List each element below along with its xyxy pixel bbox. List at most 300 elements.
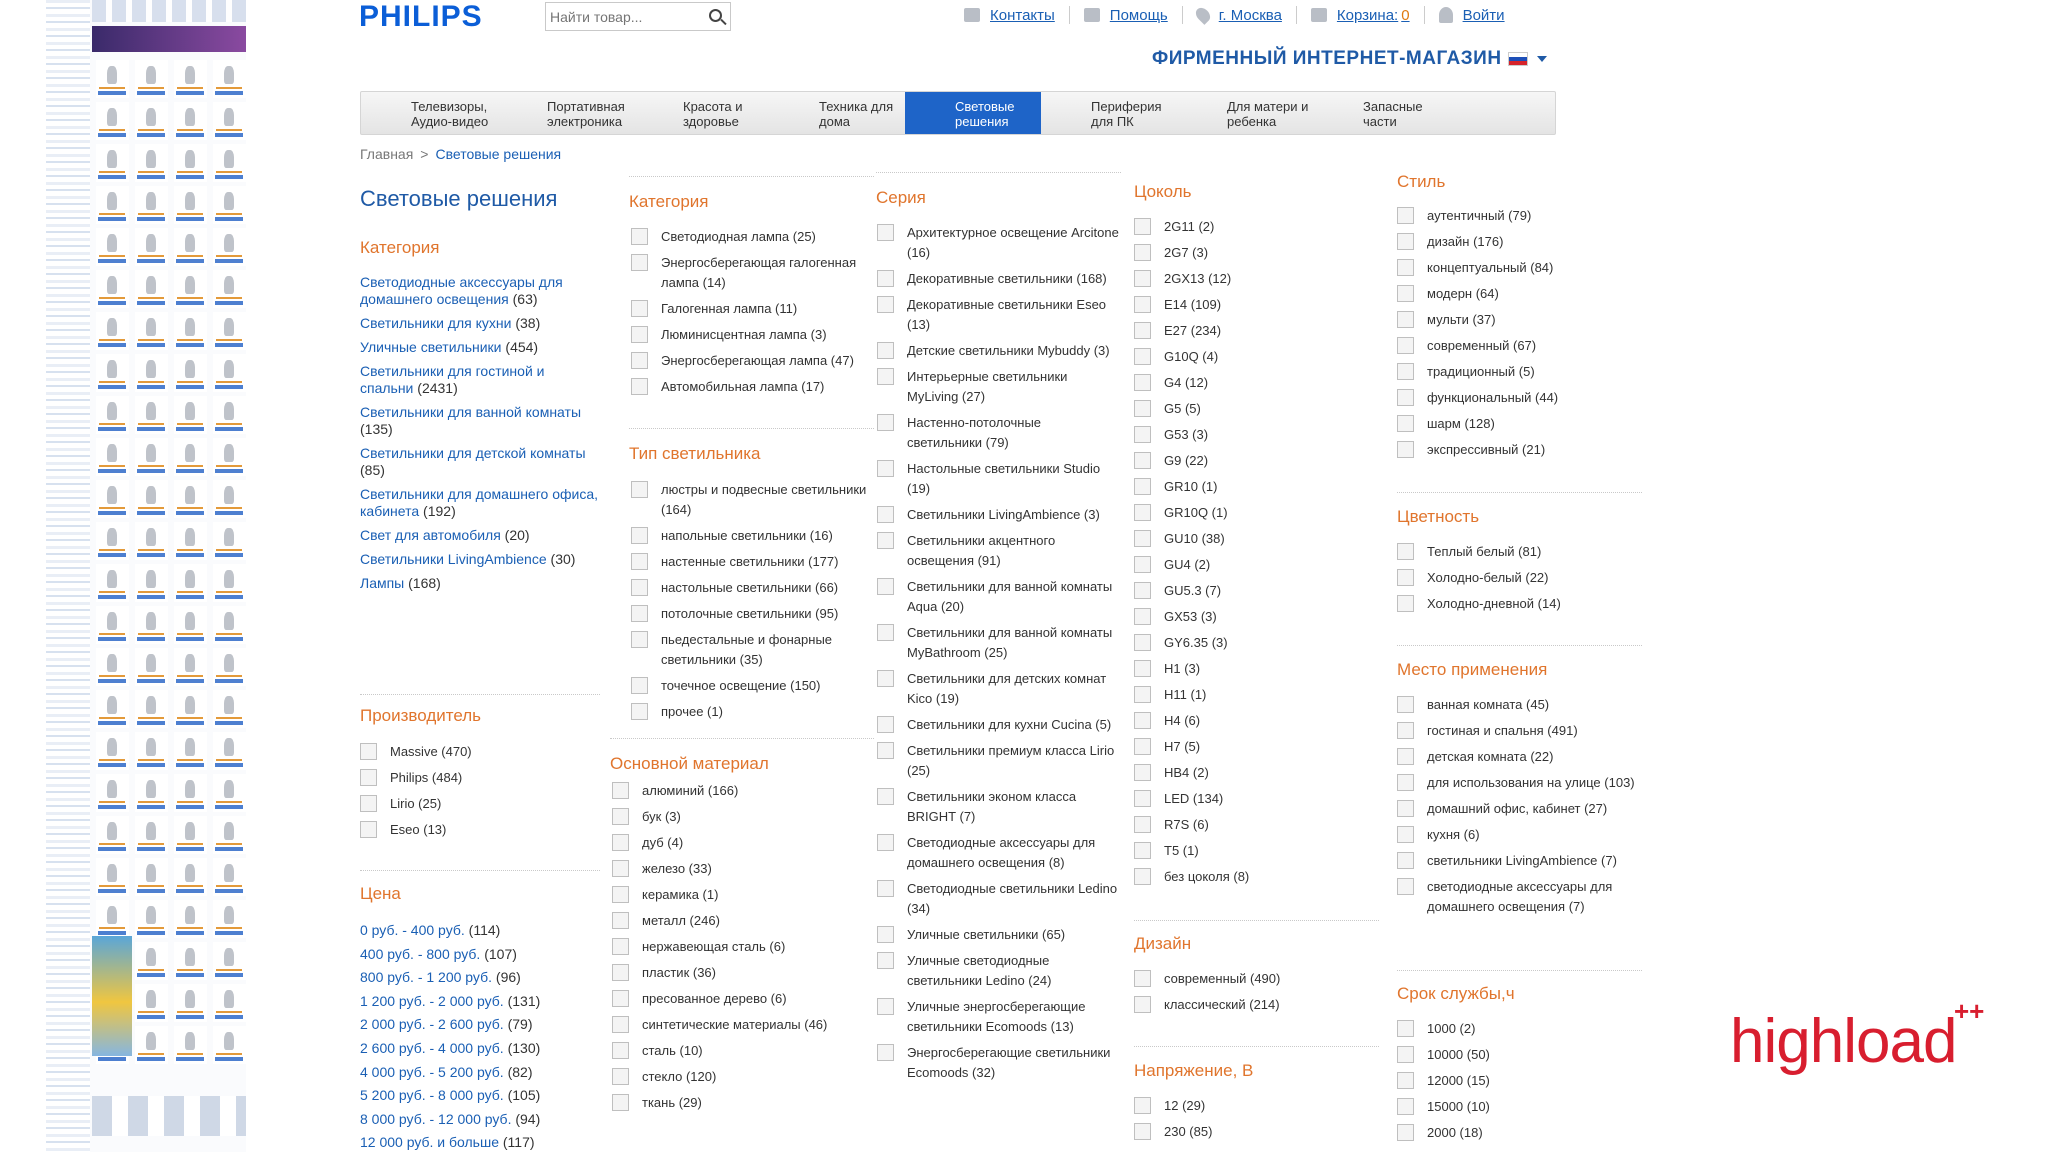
filter-checkbox[interactable] xyxy=(877,506,894,523)
filter-checkbox[interactable] xyxy=(631,553,648,570)
filter-option[interactable] xyxy=(1134,867,1364,887)
filter-checkbox[interactable] xyxy=(1134,764,1151,781)
filter-option[interactable] xyxy=(877,223,1119,263)
filter-option[interactable] xyxy=(1134,763,1364,783)
breadcrumb-home[interactable]: Главная xyxy=(360,146,414,162)
philips-logo[interactable]: PHILIPS xyxy=(359,0,483,33)
filter-option[interactable] xyxy=(1397,310,1647,330)
filter-option[interactable] xyxy=(612,885,852,905)
filter-option[interactable] xyxy=(1397,206,1647,226)
filter-option[interactable] xyxy=(1397,542,1647,562)
thumbnail-product xyxy=(174,984,207,1022)
thumbnail-product xyxy=(213,564,246,602)
filter-option-label: 12000 (15) xyxy=(1427,1073,1490,1088)
filter-option-label: GU10 (38) xyxy=(1164,531,1225,546)
filter-option[interactable] xyxy=(877,997,1119,1037)
filter-option[interactable] xyxy=(1397,747,1647,767)
filter-checkbox[interactable] xyxy=(877,952,894,969)
filter-checkbox[interactable] xyxy=(1397,415,1414,432)
filter-checkbox[interactable] xyxy=(1397,311,1414,328)
category-count: (454) xyxy=(505,339,539,355)
filter-option[interactable] xyxy=(612,911,852,931)
filter-checkbox[interactable] xyxy=(877,670,894,687)
filter-checkbox[interactable] xyxy=(1134,452,1151,469)
filter-checkbox[interactable] xyxy=(631,352,648,369)
filter-option[interactable] xyxy=(1397,695,1647,715)
filter-option[interactable] xyxy=(1397,1097,1647,1117)
filter-option[interactable] xyxy=(1397,594,1647,614)
filter-option[interactable] xyxy=(631,630,871,670)
filter-option[interactable] xyxy=(1397,1045,1647,1065)
filter-option[interactable] xyxy=(1397,799,1647,819)
filter-option[interactable] xyxy=(631,351,871,371)
filter-checkbox[interactable] xyxy=(631,228,648,245)
category-link[interactable]: Светильники для кухни xyxy=(360,315,512,331)
filter-option[interactable] xyxy=(1397,877,1647,917)
filter-option[interactable] xyxy=(1397,851,1647,871)
filter-option[interactable] xyxy=(612,1093,852,1113)
filter-option[interactable] xyxy=(1134,685,1364,705)
filter-option[interactable] xyxy=(1134,373,1364,393)
filter-option[interactable] xyxy=(612,807,852,827)
filter-checkbox[interactable] xyxy=(877,624,894,641)
filter-checkbox[interactable] xyxy=(1397,1072,1414,1089)
filter-option[interactable] xyxy=(1134,347,1364,367)
filter-checkbox[interactable] xyxy=(1134,686,1151,703)
nav-label: части xyxy=(1363,114,1397,129)
filter-checkbox[interactable] xyxy=(1397,285,1414,302)
filter-option[interactable] xyxy=(612,833,852,853)
filter-checkbox[interactable] xyxy=(1397,774,1414,791)
filter-option[interactable] xyxy=(1134,399,1364,419)
filter-checkbox[interactable] xyxy=(1134,530,1151,547)
filter-checkbox[interactable] xyxy=(612,1068,629,1085)
filter-option-label: LED (134) xyxy=(1164,791,1224,806)
filter-option[interactable] xyxy=(877,787,1119,827)
filter-option[interactable] xyxy=(1397,414,1647,434)
filter-checkbox[interactable] xyxy=(612,860,629,877)
filter-checkbox[interactable] xyxy=(877,998,894,1015)
filter-checkbox[interactable] xyxy=(1397,569,1414,586)
series-list xyxy=(877,223,1119,1089)
filter-option[interactable] xyxy=(1134,841,1364,861)
filter-option[interactable] xyxy=(1134,321,1364,341)
filter-option-label: T5 (1) xyxy=(1164,843,1199,858)
filter-checkbox[interactable] xyxy=(1397,441,1414,458)
thumbnail-product xyxy=(213,438,246,476)
filter-option[interactable] xyxy=(1397,1071,1647,1091)
thumbnail-product xyxy=(96,438,129,476)
filter-option[interactable] xyxy=(1134,737,1364,757)
filter-option[interactable] xyxy=(877,741,1119,781)
filter-checkbox[interactable] xyxy=(1397,878,1414,895)
filter-checkbox[interactable] xyxy=(1397,1046,1414,1063)
filter-checkbox[interactable] xyxy=(1134,426,1151,443)
filter-option[interactable] xyxy=(631,552,871,572)
thumbnail-product xyxy=(174,690,207,728)
filter-checkbox[interactable] xyxy=(1134,244,1151,261)
filter-option[interactable] xyxy=(1397,1019,1647,1039)
filter-checkbox[interactable] xyxy=(1397,748,1414,765)
filter-option[interactable] xyxy=(612,937,852,957)
price-range-link[interactable]: 1 200 руб. - 2 000 руб. xyxy=(360,992,504,1009)
filter-checkbox[interactable] xyxy=(1134,1097,1151,1114)
filter-checkbox[interactable] xyxy=(1134,634,1151,651)
filter-checkbox[interactable] xyxy=(877,224,894,241)
filter-option-label: 2000 (18) xyxy=(1427,1125,1483,1140)
help-link[interactable]: Помощь xyxy=(1109,6,1168,24)
highload-logo-plus: ++ xyxy=(1954,996,1985,1026)
filter-checkbox[interactable] xyxy=(631,326,648,343)
filter-checkbox[interactable] xyxy=(1134,660,1151,677)
filter-option[interactable] xyxy=(1397,440,1647,460)
filter-checkbox[interactable] xyxy=(877,880,894,897)
filter-option-label: ванная комната (45) xyxy=(1427,697,1550,712)
filter-option[interactable] xyxy=(631,578,871,598)
filter-option[interactable] xyxy=(877,577,1119,617)
filter-option[interactable] xyxy=(877,879,1119,919)
filter-checkbox[interactable] xyxy=(1397,207,1414,224)
filter-checkbox[interactable] xyxy=(1134,738,1151,755)
filter-option-label: дуб (4) xyxy=(642,835,684,850)
filter-checkbox[interactable] xyxy=(1397,595,1414,612)
filter-option-label: Уличные светильники (65) xyxy=(907,927,1066,942)
filter-checkbox[interactable] xyxy=(877,578,894,595)
filter-option[interactable] xyxy=(1397,773,1647,793)
filter-option[interactable] xyxy=(1134,659,1364,679)
price-range-link[interactable]: 2 600 руб. - 4 000 руб. xyxy=(360,1039,504,1056)
filter-option[interactable] xyxy=(877,413,1119,453)
nav-item-portable[interactable] xyxy=(497,92,633,134)
price-range-link[interactable]: 4 000 руб. - 5 200 руб. xyxy=(360,1063,504,1080)
filter-checkbox[interactable] xyxy=(877,296,894,313)
voltage-list xyxy=(1134,1096,1364,1148)
thumbnail-photo xyxy=(92,936,132,1056)
filter-checkbox[interactable] xyxy=(631,300,648,317)
nav-item-home[interactable] xyxy=(769,92,905,134)
filter-option[interactable] xyxy=(1134,217,1364,237)
filter-option-label: прочее (1) xyxy=(661,704,723,719)
category-link[interactable]: Светильники для гостиной и спальни xyxy=(360,363,545,396)
filter-checkbox[interactable] xyxy=(1397,389,1414,406)
filter-option[interactable] xyxy=(1134,789,1364,809)
filter-checkbox[interactable] xyxy=(877,834,894,851)
cart-link[interactable] xyxy=(1337,7,1410,24)
filter-option[interactable] xyxy=(877,459,1119,499)
category-link[interactable]: Светильники для домашнего офиса, кабинета xyxy=(360,486,598,519)
contacts-link[interactable]: Контакты xyxy=(990,6,1055,24)
filter-option[interactable] xyxy=(1397,721,1647,741)
nav-item-pc[interactable] xyxy=(1041,92,1177,134)
search-input[interactable] xyxy=(550,6,700,27)
price-range-link[interactable]: 800 руб. - 1 200 руб. xyxy=(360,969,493,986)
filter-option[interactable] xyxy=(1397,1123,1647,1143)
filter-checkbox[interactable] xyxy=(360,821,377,838)
filter-option[interactable] xyxy=(631,299,871,319)
filter-option[interactable] xyxy=(877,669,1119,709)
price-range-count: (82) xyxy=(507,1063,533,1080)
filter-checkbox[interactable] xyxy=(1397,543,1414,560)
flag-icon[interactable] xyxy=(1508,52,1528,66)
filter-checkbox[interactable] xyxy=(1134,842,1151,859)
filter-checkbox[interactable] xyxy=(612,964,629,981)
nav-label: Аудио-видео xyxy=(411,114,489,129)
filter-option[interactable] xyxy=(612,1041,852,1061)
filter-checkbox[interactable] xyxy=(1134,816,1151,833)
filter-option[interactable] xyxy=(1397,388,1647,408)
city-link[interactable]: г. Москва xyxy=(1218,6,1282,24)
filter-checkbox[interactable] xyxy=(1134,478,1151,495)
filter-checkbox[interactable] xyxy=(877,716,894,733)
filter-option[interactable] xyxy=(877,715,1119,735)
filter-option-label: Eseo (13) xyxy=(390,822,447,837)
filter-checkbox[interactable] xyxy=(877,742,894,759)
filter-option[interactable] xyxy=(1397,362,1647,382)
price-list xyxy=(360,920,540,1152)
filter-checkbox[interactable] xyxy=(612,834,629,851)
filter-checkbox[interactable] xyxy=(631,605,648,622)
filter-option-label: железо (33) xyxy=(642,861,712,876)
filter-option[interactable] xyxy=(1134,969,1364,989)
filter-option[interactable] xyxy=(1134,1122,1364,1142)
filter-option[interactable] xyxy=(631,227,871,247)
filter-option[interactable] xyxy=(1134,995,1364,1015)
category-link[interactable]: Светодиодные аксессуары для домашнего освещения xyxy=(360,274,563,307)
filter-option[interactable] xyxy=(1134,555,1364,575)
filter-option[interactable] xyxy=(612,989,852,1009)
nav-label: Портативная xyxy=(547,99,625,114)
filter-option[interactable] xyxy=(612,963,852,983)
breadcrumb-current[interactable]: Световые решения xyxy=(435,146,562,162)
filter-option[interactable] xyxy=(877,367,1119,407)
nav-label: Световые xyxy=(955,99,1015,114)
filter-checkbox[interactable] xyxy=(612,1094,629,1111)
filter-checkbox[interactable] xyxy=(1134,996,1151,1013)
filter-option[interactable] xyxy=(1134,711,1364,731)
filter-option[interactable] xyxy=(1397,258,1647,278)
category-link[interactable]: Лампы xyxy=(360,575,405,591)
filter-checkbox[interactable] xyxy=(612,1016,629,1033)
filter-checkbox[interactable] xyxy=(612,938,629,955)
filter-option[interactable] xyxy=(631,604,871,624)
filter-checkbox[interactable] xyxy=(1397,696,1414,713)
price-range-link[interactable]: 0 руб. - 400 руб. xyxy=(360,922,465,938)
category-count: (30) xyxy=(550,551,576,567)
filter-checkbox[interactable] xyxy=(877,1044,894,1061)
login-link[interactable]: Войти xyxy=(1462,6,1505,24)
filter-checkbox[interactable] xyxy=(1134,504,1151,521)
filter-option[interactable] xyxy=(877,531,1119,571)
filter-checkbox[interactable] xyxy=(1397,826,1414,843)
filter-checkbox[interactable] xyxy=(631,677,648,694)
filter-checkbox[interactable] xyxy=(631,254,648,271)
filter-option[interactable] xyxy=(1397,284,1647,304)
filter-option[interactable] xyxy=(1134,633,1364,653)
price-range-link[interactable]: 5 200 руб. - 8 000 руб. xyxy=(360,1087,504,1104)
filter-option-label: H7 (5) xyxy=(1164,739,1201,754)
filter-checkbox[interactable] xyxy=(1134,296,1151,313)
filter-option[interactable] xyxy=(1134,1096,1364,1116)
nav-item-lighting[interactable] xyxy=(905,92,1041,134)
filter-checkbox[interactable] xyxy=(877,788,894,805)
price-range-link[interactable]: 8 000 руб. - 12 000 руб. xyxy=(360,1110,512,1127)
filter-checkbox[interactable] xyxy=(631,579,648,596)
filter-checkbox[interactable] xyxy=(631,631,648,648)
filter-option[interactable] xyxy=(877,623,1119,663)
filter-option-label: детская комната (22) xyxy=(1427,749,1554,764)
filter-checkbox[interactable] xyxy=(1134,790,1151,807)
filter-option-label: 10000 (50) xyxy=(1427,1047,1490,1062)
filter-option[interactable] xyxy=(1134,269,1364,289)
filter-checkbox[interactable] xyxy=(360,795,377,812)
nav-item-mother-child[interactable] xyxy=(1177,92,1313,134)
filter-option[interactable] xyxy=(1134,451,1364,471)
category-link[interactable]: Светильники для детской комнаты xyxy=(360,445,586,461)
filter-checkbox[interactable] xyxy=(631,527,648,544)
filter-checkbox[interactable] xyxy=(1134,1123,1151,1140)
filter-checkbox[interactable] xyxy=(1397,233,1414,250)
filter-checkbox[interactable] xyxy=(877,532,894,549)
thumbnail-product xyxy=(96,816,129,854)
filter-option-label: напольные светильники (16) xyxy=(661,528,833,543)
filter-checkbox[interactable] xyxy=(631,703,648,720)
filter-option[interactable] xyxy=(631,702,871,722)
filter-checkbox[interactable] xyxy=(1134,400,1151,417)
filter-option[interactable] xyxy=(1134,529,1364,549)
price-range-link[interactable]: 12 000 руб. и больше xyxy=(360,1134,499,1151)
filter-checkbox[interactable] xyxy=(360,743,377,760)
filter-checkbox[interactable] xyxy=(1397,337,1414,354)
price-range-link[interactable]: 2 000 руб. - 2 600 руб. xyxy=(360,1016,504,1033)
filter-option[interactable] xyxy=(360,742,472,762)
filter-checkbox[interactable] xyxy=(612,886,629,903)
filter-option-label: Интерьерные светильники MyLiving (27) xyxy=(907,369,1068,404)
category-link[interactable]: Светильники LivingAmbience xyxy=(360,551,547,567)
filter-option[interactable] xyxy=(1134,295,1364,315)
filter-option[interactable] xyxy=(877,505,1119,525)
lifetime-list xyxy=(1397,1019,1647,1149)
price-range-item xyxy=(360,944,540,964)
filter-option[interactable] xyxy=(1397,568,1647,588)
filter-option[interactable] xyxy=(360,794,472,814)
filter-checkbox[interactable] xyxy=(1397,722,1414,739)
user-icon xyxy=(1439,7,1453,23)
filter-checkbox[interactable] xyxy=(877,926,894,943)
filter-option[interactable] xyxy=(1134,581,1364,601)
filter-checkbox[interactable] xyxy=(877,460,894,477)
filter-checkbox[interactable] xyxy=(631,378,648,395)
filter-option[interactable] xyxy=(631,253,871,293)
filter-option[interactable] xyxy=(1134,477,1364,497)
filter-checkbox[interactable] xyxy=(1134,868,1151,885)
filter-checkbox[interactable] xyxy=(1134,218,1151,235)
category-link[interactable]: Свет для автомобиля xyxy=(360,527,501,543)
nav-item-parts[interactable] xyxy=(1313,92,1449,134)
filter-option[interactable] xyxy=(1134,243,1364,263)
filter-checkbox[interactable] xyxy=(612,912,629,929)
filter-option[interactable] xyxy=(1134,425,1364,445)
nav-item-tv[interactable] xyxy=(361,92,497,134)
filter-checkbox[interactable] xyxy=(360,769,377,786)
filter-checkbox[interactable] xyxy=(1397,852,1414,869)
filter-option[interactable] xyxy=(631,526,871,546)
filter-option[interactable] xyxy=(612,859,852,879)
filter-checkbox[interactable] xyxy=(877,414,894,431)
filter-checkbox[interactable] xyxy=(1134,556,1151,573)
filter-option[interactable] xyxy=(1397,232,1647,252)
filter-checkbox[interactable] xyxy=(877,368,894,385)
filter-option[interactable] xyxy=(877,925,1119,945)
filter-checkbox[interactable] xyxy=(1397,363,1414,380)
filter-option[interactable] xyxy=(631,325,871,345)
filter-checkbox[interactable] xyxy=(612,1042,629,1059)
filter-option[interactable] xyxy=(1397,336,1647,356)
filter-checkbox[interactable] xyxy=(1397,259,1414,276)
search-icon[interactable] xyxy=(709,9,722,22)
filter-checkbox[interactable] xyxy=(1397,1098,1414,1115)
category-link[interactable]: Светильники для ванной комнаты xyxy=(360,404,582,420)
filter-checkbox[interactable] xyxy=(1134,970,1151,987)
filter-option-label: Светильники акцентного освещения (91) xyxy=(907,533,1056,568)
filter-option[interactable] xyxy=(1134,503,1364,523)
filter-option[interactable] xyxy=(631,377,871,397)
price-range-count: (79) xyxy=(507,1016,533,1033)
category-item xyxy=(360,527,600,544)
filter-option[interactable] xyxy=(877,269,1119,289)
thumbnail-product xyxy=(213,480,246,518)
filter-checkbox[interactable] xyxy=(1134,374,1151,391)
price-range-item xyxy=(360,991,540,1011)
filter-option[interactable] xyxy=(877,341,1119,361)
filter-checkbox[interactable] xyxy=(1134,712,1151,729)
filter-checkbox[interactable] xyxy=(1397,800,1414,817)
filter-checkbox[interactable] xyxy=(1134,582,1151,599)
filter-option[interactable] xyxy=(612,1015,852,1035)
filter-checkbox[interactable] xyxy=(1134,608,1151,625)
filter-checkbox[interactable] xyxy=(1134,270,1151,287)
filter-checkbox[interactable] xyxy=(612,808,629,825)
filter-option[interactable] xyxy=(877,833,1119,873)
filter-checkbox[interactable] xyxy=(612,990,629,1007)
filter-checkbox[interactable] xyxy=(1397,1020,1414,1037)
filter-checkbox[interactable] xyxy=(1134,348,1151,365)
filter-checkbox[interactable] xyxy=(877,342,894,359)
category-link[interactable]: Уличные светильники xyxy=(360,339,502,355)
filter-option[interactable] xyxy=(612,1067,852,1087)
filter-option[interactable] xyxy=(612,781,852,801)
chevron-down-icon[interactable] xyxy=(1537,56,1547,62)
filter-option[interactable] xyxy=(631,480,871,520)
filter-option[interactable] xyxy=(360,820,472,840)
filter-checkbox[interactable] xyxy=(631,481,648,498)
nav-item-beauty[interactable] xyxy=(633,92,769,134)
price-range-link[interactable]: 400 руб. - 800 руб. xyxy=(360,945,481,962)
thumbnail-product xyxy=(135,522,168,560)
filter-option[interactable] xyxy=(1397,825,1647,845)
filter-option[interactable] xyxy=(360,768,472,788)
filter-option[interactable] xyxy=(877,951,1119,991)
filter-checkbox[interactable] xyxy=(612,782,629,799)
filter-checkbox[interactable] xyxy=(1134,322,1151,339)
divider xyxy=(360,694,600,695)
filter-option[interactable] xyxy=(877,1043,1119,1083)
filter-option[interactable] xyxy=(877,295,1119,335)
filter-checkbox[interactable] xyxy=(1397,1124,1414,1141)
filter-option[interactable] xyxy=(1134,607,1364,627)
filter-option[interactable] xyxy=(631,676,871,696)
filter-checkbox[interactable] xyxy=(877,270,894,287)
filter-option[interactable] xyxy=(1134,815,1364,835)
